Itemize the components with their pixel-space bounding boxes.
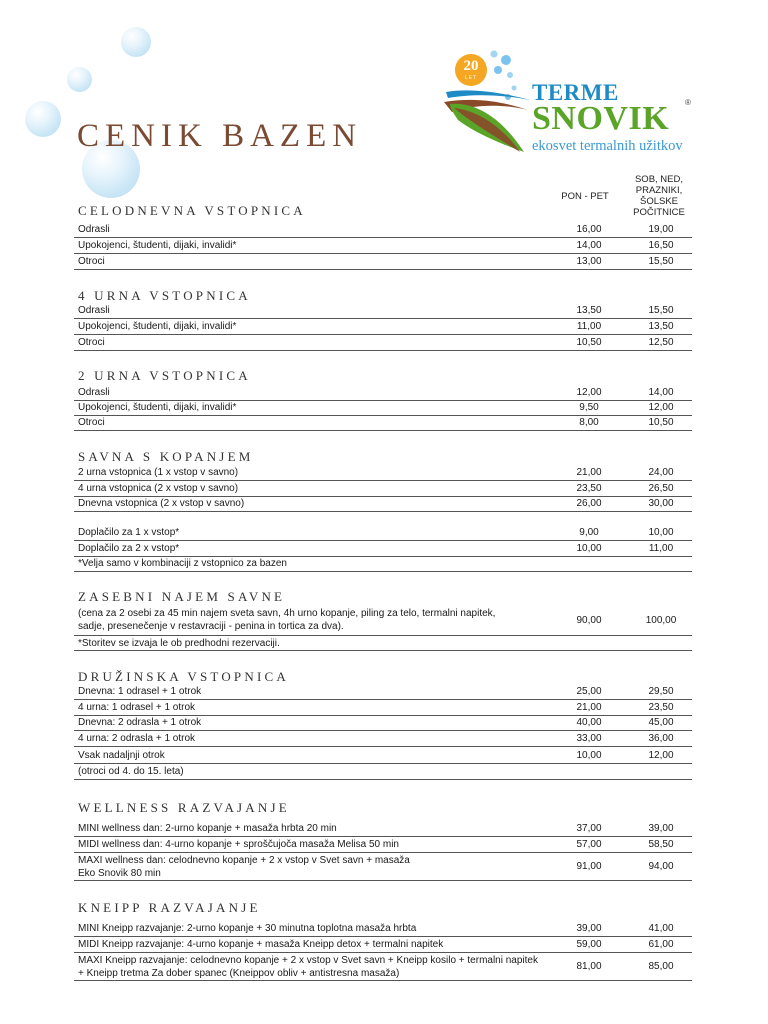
bubble-decoration — [25, 101, 61, 137]
price-row — [74, 715, 692, 731]
price-weekday: 40,00 — [576, 717, 602, 728]
note-row — [74, 556, 692, 572]
section-title: KNEIPP RAZVAJANJE — [78, 900, 261, 915]
price-row — [74, 238, 692, 254]
bubble-decoration — [67, 67, 92, 92]
price-weekday: 9,50 — [579, 402, 599, 413]
price-weekday: 12,00 — [576, 387, 602, 398]
price-row — [74, 853, 692, 881]
row-label: Doplačilo za 2 x vstop* — [78, 543, 180, 554]
bubble-decoration — [121, 27, 151, 57]
row-note: *Velja samo v kombinaciji z vstopnico za bazen — [78, 558, 287, 569]
column-weekend-line: PRAZNIKI, — [635, 185, 683, 196]
price-weekend: 10,00 — [648, 527, 674, 538]
price-weekday: 21,00 — [576, 467, 602, 478]
price-row — [74, 303, 692, 319]
price-weekend: 15,50 — [648, 256, 674, 267]
price-weekday: 91,00 — [576, 861, 602, 872]
row-label: Otroci — [78, 256, 105, 267]
price-weekday: 8,00 — [579, 417, 599, 428]
price-weekend: 61,00 — [648, 939, 674, 950]
note-row — [74, 764, 692, 780]
price-weekday: 21,00 — [576, 702, 602, 713]
section-title: SAVNA S KOPANJEM — [78, 449, 254, 464]
column-weekend-line: SOB, NED, — [634, 174, 684, 185]
price-weekend: 36,00 — [648, 733, 674, 744]
price-row — [74, 731, 692, 747]
price-row — [74, 496, 692, 512]
price-weekend: 58,50 — [648, 839, 674, 850]
section-title: ZASEBNI NAJEM SAVNE — [78, 589, 286, 604]
price-row — [74, 400, 692, 416]
price-row — [74, 953, 692, 981]
price-weekend: 12,00 — [648, 749, 674, 761]
price-row — [74, 385, 692, 401]
section-title: DRUŽINSKA VSTOPNICA — [78, 669, 289, 684]
row-label: Dnevna: 1 odrasel + 1 otrok — [78, 686, 202, 697]
price-row — [74, 837, 692, 853]
price-weekend: 39,00 — [648, 823, 674, 834]
column-weekend-line: POČITNICE — [633, 207, 685, 218]
price-weekend: 100,00 — [645, 614, 677, 626]
price-row — [74, 525, 692, 541]
price-row — [74, 319, 692, 335]
row-label: Odrasli — [78, 224, 110, 235]
row-label: 4 urna: 1 odrasel + 1 otrok — [78, 702, 196, 713]
price-weekend: 23,50 — [648, 702, 674, 713]
price-weekday: 25,00 — [576, 686, 602, 697]
row-label: Otroci — [78, 337, 105, 348]
row-label: (cena za 2 osebi za 45 min najem sveta savn, 4h urno kopanje, piling za telo, termalni napitek, sadje, presenečenje v restavraciji - penina in tortica za dva). — [78, 608, 496, 632]
row-label: Odrasli — [78, 387, 110, 398]
row-label: Dnevna: 2 odrasla + 1 otrok — [78, 717, 202, 728]
row-note: *Storitev se izvaja le ob predhodni rezervaciji. — [78, 637, 280, 649]
price-weekday: 23,50 — [576, 483, 602, 494]
price-weekday: 57,00 — [576, 839, 602, 850]
price-weekend: 12,50 — [648, 337, 674, 348]
price-weekend: 24,00 — [648, 467, 674, 478]
row-label: MINI Kneipp razvajanje: 2-urno kopanje + 30 minutna toplotna masaža hrbta — [78, 923, 417, 934]
page-title: CENIK BAZEN — [77, 118, 363, 154]
price-weekday: 16,00 — [576, 224, 602, 235]
column-weekday: PON - PET — [561, 191, 609, 202]
anniversary-number: 20 — [463, 58, 479, 74]
price-row — [74, 747, 692, 764]
row-label: Dnevna vstopnica (2 x vstop v savno) — [78, 498, 245, 509]
price-weekend: 41,00 — [648, 923, 674, 934]
price-row — [74, 481, 692, 497]
registered-mark: ® — [685, 98, 691, 107]
price-row — [74, 700, 692, 716]
price-weekday: 10,00 — [576, 749, 602, 761]
price-row — [74, 254, 692, 270]
price-weekday: 10,50 — [576, 337, 602, 348]
row-label: 2 urna vstopnica (1 x vstop v savno) — [78, 467, 239, 478]
section-title: CELODNEVNA VSTOPNICA — [78, 203, 306, 218]
price-weekday: 13,50 — [576, 305, 602, 316]
price-row — [74, 921, 692, 937]
price-weekend: 14,00 — [648, 387, 674, 398]
price-weekday: 14,00 — [576, 240, 602, 251]
brand-tagline: ekosvet termalnih užitkov — [532, 138, 683, 154]
price-row — [74, 937, 692, 953]
price-weekday: 37,00 — [576, 823, 602, 834]
price-weekend: 15,50 — [648, 305, 674, 316]
price-weekend: 30,00 — [648, 498, 674, 509]
price-weekend: 26,50 — [648, 483, 674, 494]
price-weekend: 11,00 — [648, 543, 674, 554]
row-label: 4 urna: 2 odrasla + 1 otrok — [78, 733, 196, 744]
price-row — [74, 605, 692, 636]
price-weekday: 90,00 — [576, 614, 602, 626]
row-note: (otroci od 4. do 15. leta) — [78, 766, 184, 777]
price-weekend: 16,50 — [648, 240, 674, 251]
section-title: WELLNESS RAZVAJANJE — [78, 800, 290, 815]
price-row — [74, 335, 692, 351]
section-title: 4 URNA VSTOPNICA — [78, 288, 251, 303]
note-row — [74, 636, 692, 651]
section-title: 2 URNA VSTOPNICA — [78, 368, 251, 383]
price-row — [74, 684, 692, 700]
row-label: Odrasli — [78, 305, 110, 316]
price-weekend: 29,50 — [648, 686, 674, 697]
row-label: MAXI Kneipp razvajanje: celodnevno kopanje + 2 x vstop v Svet savn + Kneipp kosilo + termalni napitek + Kneipp tretma Za dober spanec (Kneippov obliv + antistresna masaža) — [78, 954, 538, 979]
price-row — [74, 222, 692, 238]
price-weekday: 81,00 — [576, 961, 602, 972]
row-label: Upokojenci, študenti, dijaki, invalidi* — [78, 321, 237, 332]
row-label: Upokojenci, študenti, dijaki, invalidi* — [78, 240, 237, 251]
brand-snovik: SNOVIK — [532, 100, 670, 137]
price-weekday: 39,00 — [576, 923, 602, 934]
row-label: MAXI wellness dan: celodnevno kopanje + 2 x vstop v Svet savn + masaža Eko Snovik 80 min — [78, 854, 410, 879]
column-weekend — [628, 174, 690, 218]
price-weekend: 45,00 — [648, 717, 674, 728]
row-label: Upokojenci, študenti, dijaki, invalidi* — [78, 402, 237, 413]
row-label: 4 urna vstopnica (2 x vstop v savno) — [78, 483, 239, 494]
row-label: Vsak nadaljnji otrok — [78, 749, 165, 761]
price-row — [74, 541, 692, 557]
price-weekend: 85,00 — [648, 961, 674, 972]
row-label: MIDI wellness dan: 4-urno kopanje + sproščujoča masaža Melisa 50 min — [78, 839, 399, 850]
price-weekday: 11,00 — [576, 321, 602, 332]
row-label: Doplačilo za 1 x vstop* — [78, 527, 180, 538]
anniversary-label: LET — [464, 75, 478, 81]
price-weekend: 94,00 — [648, 861, 674, 872]
row-label: Otroci — [78, 417, 105, 428]
price-weekday: 33,00 — [576, 733, 602, 744]
price-weekday: 10,00 — [576, 543, 602, 554]
price-weekday: 26,00 — [576, 498, 602, 509]
price-weekday: 9,00 — [579, 527, 599, 538]
price-row — [74, 465, 692, 481]
row-label: MINI wellness dan: 2-urno kopanje + masaža hrbta 20 min — [78, 823, 337, 834]
price-weekend: 19,00 — [648, 224, 674, 235]
price-weekend: 10,50 — [648, 417, 674, 428]
row-label: MIDI Kneipp razvajanje: 4-urno kopanje + masaža Kneipp detox + termalni napitek — [78, 939, 444, 950]
price-weekend: 12,00 — [648, 402, 674, 413]
price-row — [74, 821, 692, 837]
price-row — [74, 415, 692, 431]
price-weekday: 13,00 — [576, 256, 602, 267]
price-weekday: 59,00 — [576, 939, 602, 950]
price-weekend: 13,50 — [648, 321, 674, 332]
brand-terme: TERME — [532, 80, 619, 105]
column-weekend-line: ŠOLSKE — [639, 196, 679, 207]
